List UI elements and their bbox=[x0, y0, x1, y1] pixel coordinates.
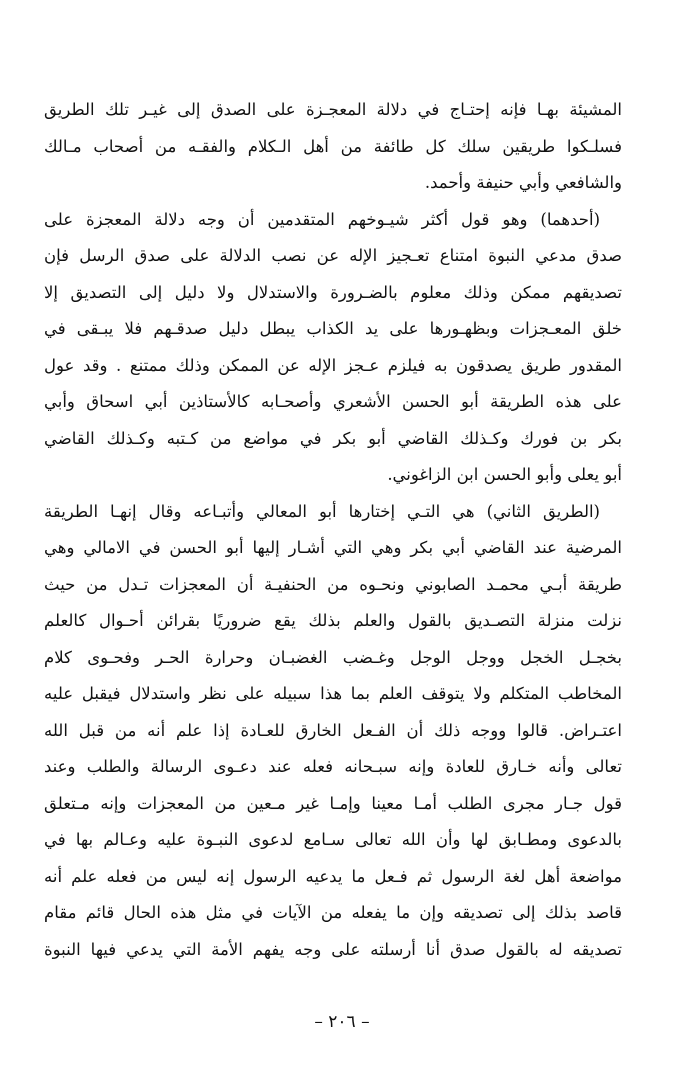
text-line: المقدور طريق يصدقون به فيلزم عـجز الإله عن الممكن وذلك ممتنع . وقد عول bbox=[44, 355, 622, 375]
text-line: أبو يعلى وأبو الحسن ابن الزاغوني. bbox=[387, 465, 622, 484]
text-line: نزلت منزلة التصـديق بالقول والعلم بذلك يقع ضروريًا بقرائن أحـوال كالعلم bbox=[44, 611, 622, 630]
text-line: تصديقه له بالقول صدق أنا أرسلته على وجه يفهم الأمة التي يدعي فيها النبوة bbox=[44, 939, 622, 959]
text-line: تصديقهم ممكن وذلك معلوم بالضـرورة والاستدلال ولا دليل إلى التصديق إلا bbox=[44, 282, 622, 302]
text-line: مواضعة أهل لغة الرسول ثم فـعل ما يدعيه الرسول إنه ليس من فعله علم أنه bbox=[44, 866, 622, 886]
page-number: – ٢٠٦ – bbox=[314, 1012, 370, 1032]
text-line: على هذه الطريقة أبو الحسن الأشعري وأصحـابه كالأستاذين أبي اسحاق وأبي bbox=[44, 392, 622, 411]
text-line: صدق مدعي النبوة امتناع تعـجيز الإله عن نصب الدلالة على صدق الرسل فإن bbox=[44, 246, 622, 265]
body-text bbox=[44, 92, 622, 968]
text-line: بكر بن فورك وكـذلك القاضي أبو بكر في مواضع من كـتبه وكـذلك القاضي bbox=[44, 428, 622, 448]
text-line: قول جـار مجرى الطلب أمـا معينا وإمـا غير مـعين من المعجزات وإنه مـتعلق bbox=[44, 793, 622, 813]
text-line: (أحدهما) وهو قول أكثر شيـوخهم المتقدمين أن وجه دلالة المعجزة على bbox=[44, 209, 600, 229]
text-line: قاصد بذلك إلى تصديقه وإن ما يفعله من الآيات في مثل هذه الحال قائم مقام bbox=[44, 903, 622, 922]
text-line: بخجـل الخجل ووجل الوجل وغـضب الغضبـان وحرارة الحـر وفحـوى كلام bbox=[44, 647, 622, 667]
text-line: المخاطب المتكلم ولا يتوقف العلم بما هذا سبيله على نظر واستدلال فيقبل عليه bbox=[44, 684, 622, 703]
text-line: اعتـراض. قالوا ووجه ذلك أن الفـعل الخارق للعـادة إذا علم أنه من قبل الله bbox=[44, 720, 622, 740]
text-line: تعالى وأنه خـارق للعادة وإنه سبـحانه فعله عند دعـوى الرسالة والطلب وعند bbox=[44, 757, 622, 776]
text-line: فسلـكوا طريقين سلك كل طائفة من أهل الـكلام والفقـه من أصحاب مـالك bbox=[44, 136, 622, 156]
text-line: المشيئة بهـا فإنه إحتـاج في دلالة المعجـزة على الصدق إلى غيـر تلك الطريق bbox=[44, 100, 622, 119]
text-line: خلق المعـجزات وبظهـورها على يد الكذاب يبطل دليل صدقـهم فلا يبـقى في bbox=[44, 319, 622, 338]
text-line: المرضية عند القاضي أبي بكر وهي التي أشـار إليها أبو الحسن في الامالي وهي bbox=[44, 538, 622, 557]
text-line: طريقة أبـي محمـد الصابوني ونحـوه من الحنفيـة أن المعجزات تـدل من حيث bbox=[44, 574, 622, 594]
text-line: بالدعوى ومطـابق لها وأن الله تعالى سـامع لدعوى النبـوة عليه وعـالم بها في bbox=[44, 830, 622, 849]
text-line: (الطريق الثاني) هي التـي إختارها أبو المعالي وأتبـاعه وقال إنهـا الطريقة bbox=[44, 501, 600, 521]
text-line: والشافعي وأبي حنيفة وأحمد. bbox=[424, 173, 622, 192]
